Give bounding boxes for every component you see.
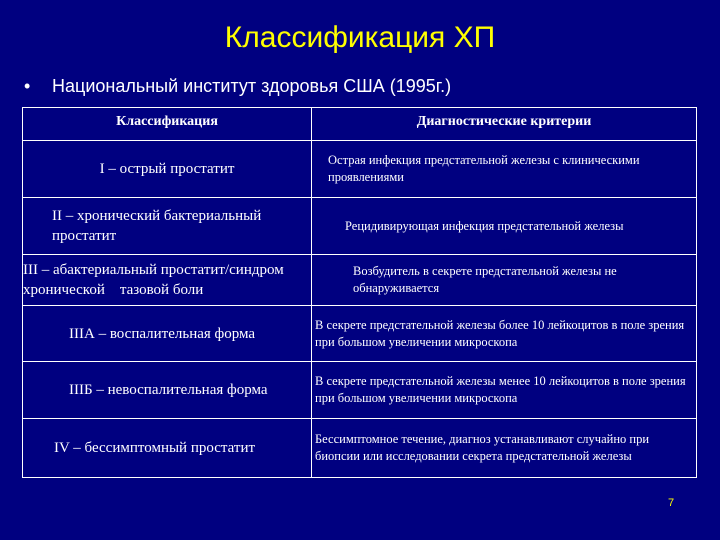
table-row	[23, 362, 697, 419]
row-criteria: Возбудитель в секрете предстательной железы не обнаруживается	[353, 264, 617, 295]
row-classification-cell	[23, 141, 312, 198]
row-classification-cell	[23, 255, 312, 306]
bullet-text: Национальный институт здоровья США (1995г.)	[52, 76, 452, 96]
row-classification: IIIА – воспалительная форма	[69, 325, 256, 342]
header-criteria: Диагностические критерии	[312, 108, 697, 141]
table-header-row	[23, 108, 697, 141]
bullet-marker: •	[24, 76, 31, 96]
row-classification: IIIБ – невоспалительная форма	[69, 382, 268, 398]
header-classification: Классификация	[23, 108, 312, 141]
row-classification-cell	[23, 198, 312, 255]
row-criteria-cell	[312, 362, 697, 419]
row-classification: II – хронический бактериальный простатит	[52, 208, 262, 244]
table-row	[23, 255, 697, 306]
row-criteria: Бессимптомное течение, диагноз устанавливают случайно при биопсии или исследовании секрета предстательной железы	[315, 432, 650, 463]
row-criteria: В секрете предстательной железы более 10 лейкоцитов в поле зрения при большом увеличении микроскопа	[315, 317, 685, 349]
table-row	[23, 306, 697, 362]
row-criteria-cell	[312, 198, 697, 255]
table-row	[23, 141, 697, 198]
row-classification-cell	[23, 306, 312, 362]
row-classification: I – острый простатит	[99, 161, 235, 177]
row-criteria: В секрете предстательной железы менее 10 лейкоцитов в поле зрения при большом увеличении микроскопа	[315, 374, 686, 405]
bullet-item	[24, 74, 451, 98]
row-classification: IV – бессимптомный простатит	[54, 440, 256, 456]
row-criteria: Острая инфекция предстательной железы с клиническими проявлениями	[328, 153, 640, 184]
row-criteria: Рецидивирующая инфекция предстательной железы	[345, 218, 624, 233]
row-criteria-cell	[312, 419, 697, 478]
row-classification-cell	[23, 419, 312, 478]
row-classification: III – абактериальный простатит/синдром хронической тазовой боли	[23, 262, 288, 298]
classification-table	[22, 107, 697, 478]
row-criteria-cell	[312, 255, 697, 306]
table-row	[23, 419, 697, 478]
row-criteria-cell	[312, 141, 697, 198]
table-row	[23, 198, 697, 255]
row-criteria-cell	[312, 306, 697, 362]
page-number: 7	[668, 497, 675, 509]
row-classification-cell	[23, 362, 312, 419]
slide-title: Классификация ХП	[224, 21, 496, 54]
